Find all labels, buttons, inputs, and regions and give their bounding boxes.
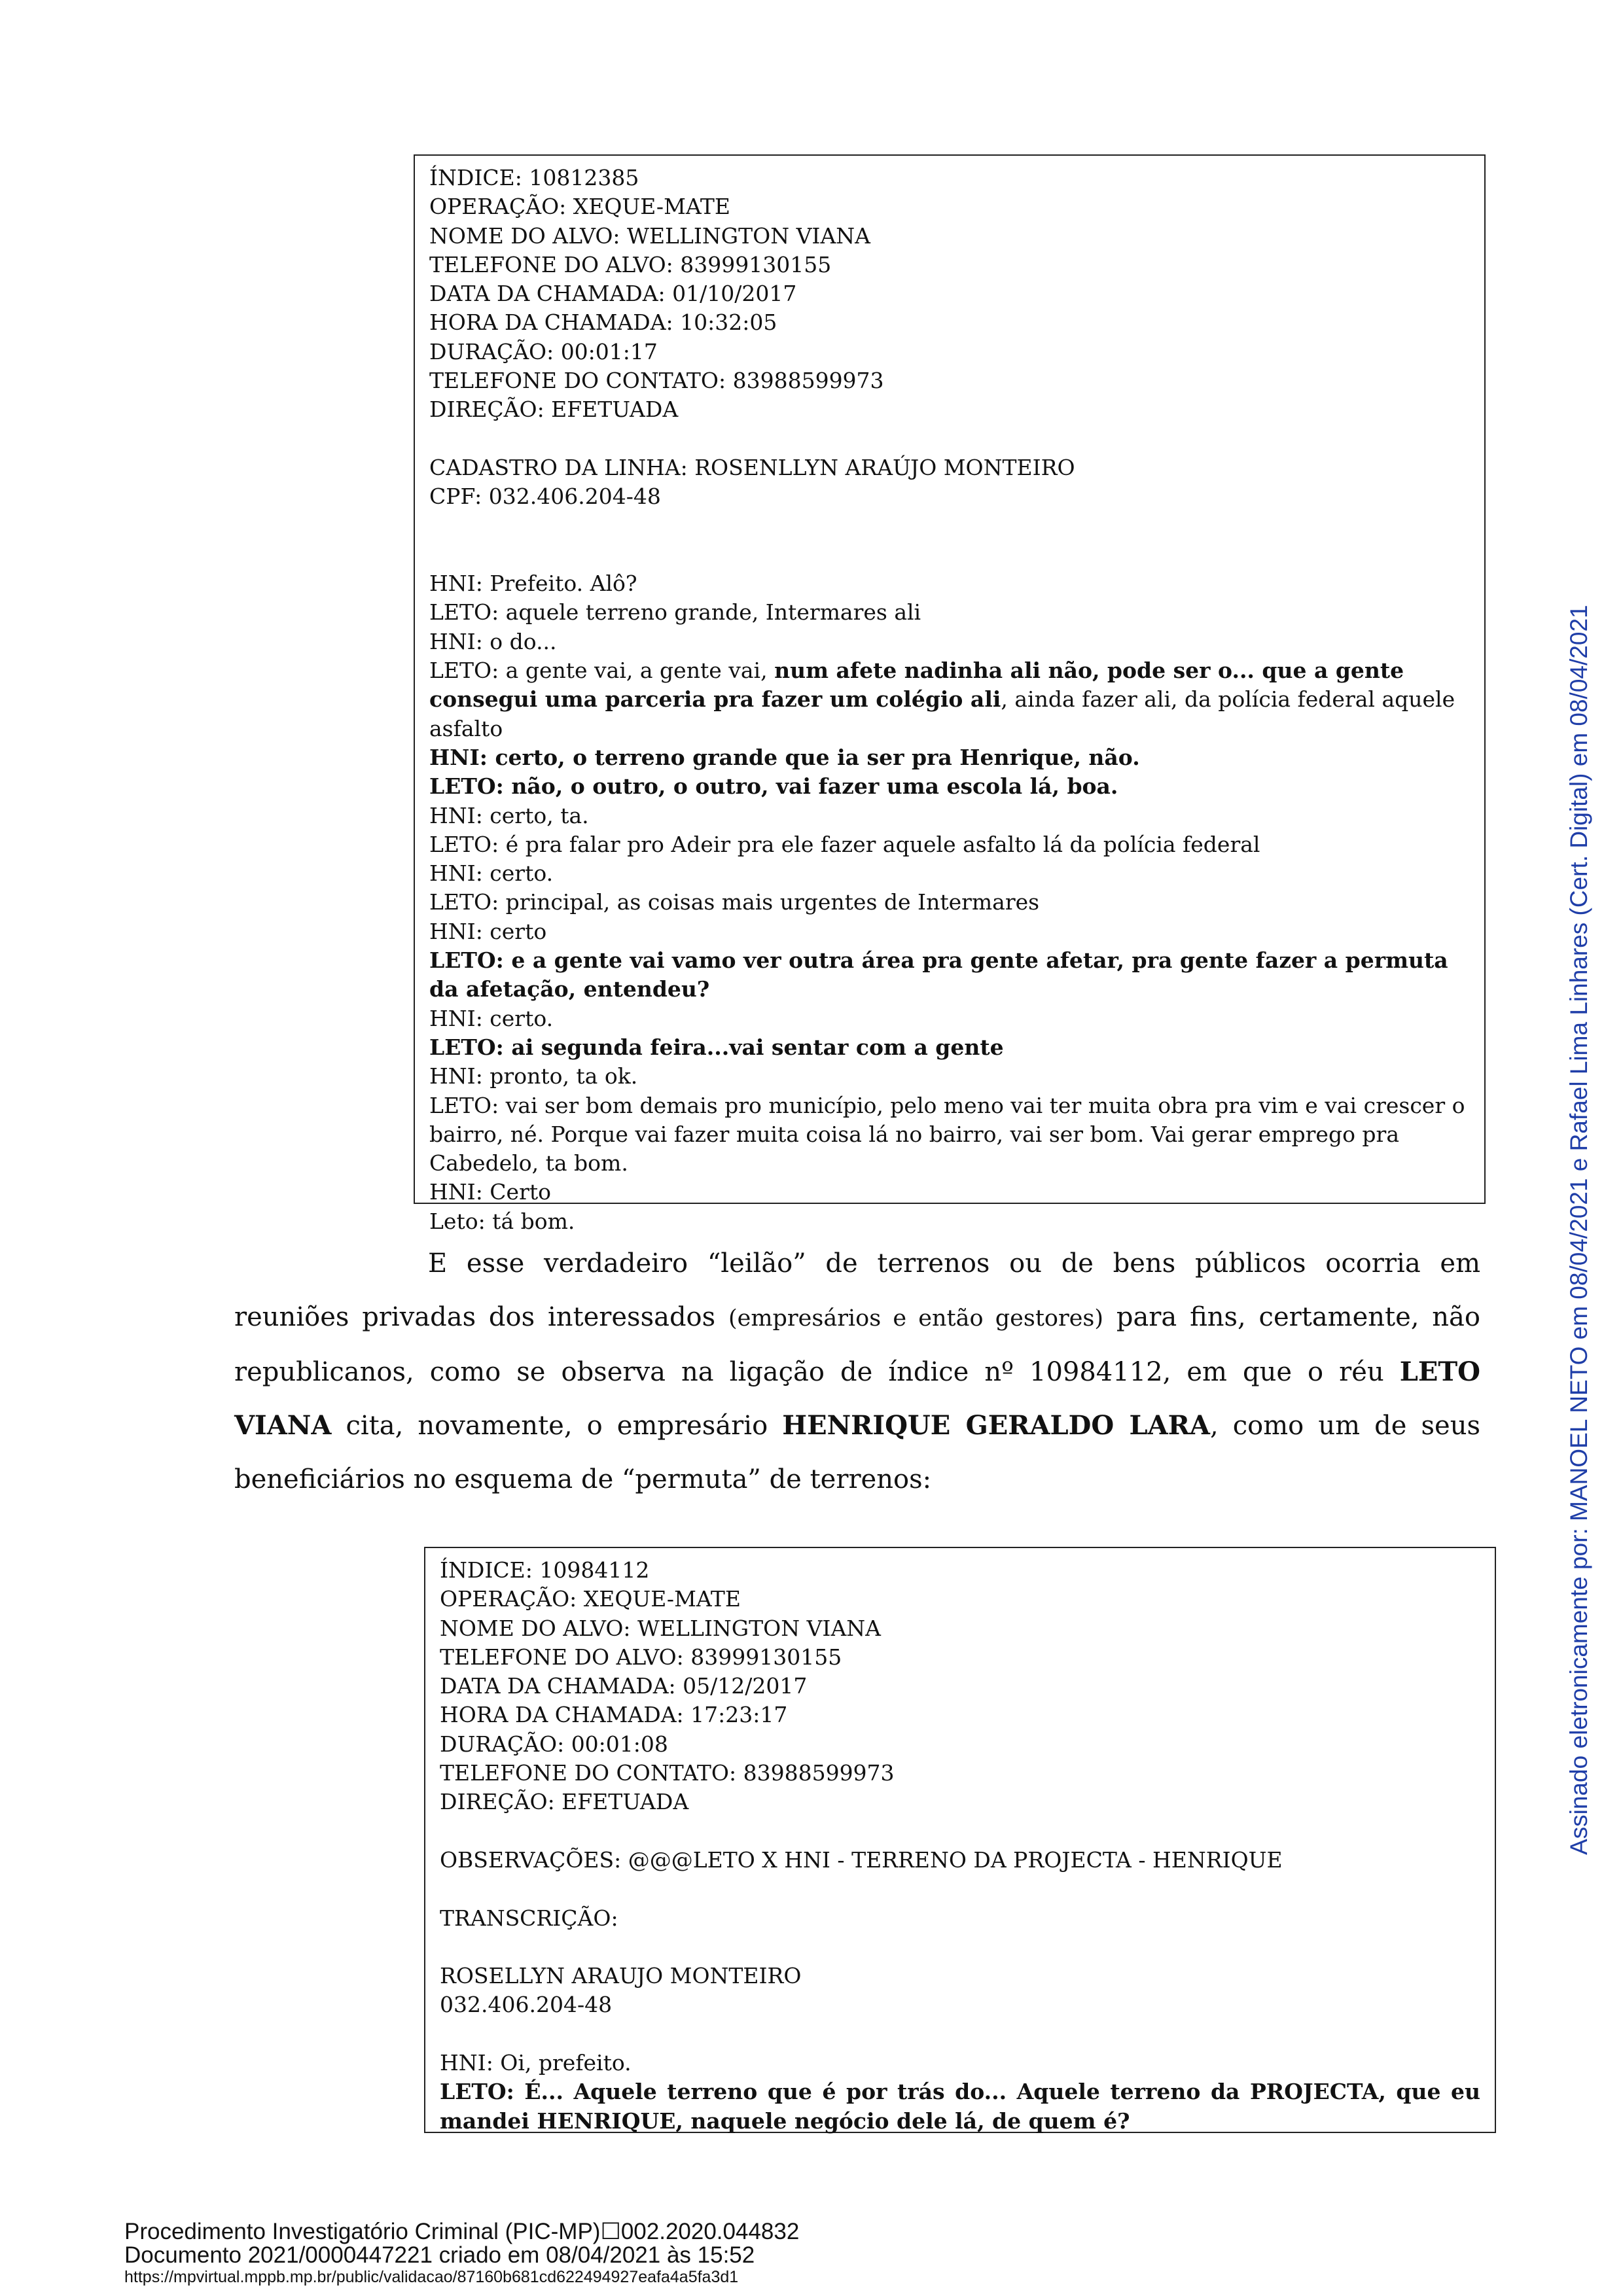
dialogue-line [429,656,1470,743]
paragraph-text: E esse verdadeiro “leilão” de terrenos ou de bens públicos ocorria em reuniões privadas dos interessados [234,1248,1480,1332]
footer-document: Documento 2021/0000447221 criado em 08/04/2021 às 15:52 [124,2242,755,2268]
header-line: TELEFONE DO ALVO: 83999130155 [440,1644,842,1670]
dialogue-line: HNI: certo. [429,1005,554,1031]
digital-signature-note: Assinado eletronicamente por: MANOEL NETO em 08/04/2021 e Rafael Lima Linhares (Cert. Digital) em 08/04/2021 [1565,605,1592,1855]
dialogue-line: HNI: certo, o terreno grande que ia ser pra Henrique, não. [429,744,1140,770]
header-line: DURAÇÃO: 00:01:17 [429,338,658,364]
dialogue-line: Leto: tá bom. [429,1208,575,1234]
dialogue-line: HNI: pronto, ta ok. [429,1063,638,1089]
dialogue-line: HNI: certo [429,918,547,944]
dialogue-line: HNI: Oi, prefeito. [440,2050,632,2076]
dialogue-line: LETO: não, o outro, o outro, vai fazer uma escola lá, boa. [429,773,1118,800]
dialogue-bold-text: num afete nadinha ali não, pode ser o... que a gente consegui uma parceria pra fazer um colégio ali [429,658,1404,713]
dialogue-line: HNI: o do... [429,628,557,654]
dialogue-line: LETO: é pra falar pro Adeir pra ele fazer aquele asfalto lá da polícia federal [429,831,1260,857]
observacoes-line: OBSERVAÇÕES: @@@LETO X HNI - TERRENO DA PROJECTA - HENRIQUE [440,1846,1283,1873]
dialogue-line: LETO: e a gente vai vamo ver outra área pra gente afetar, pra gente fazer a permuta da afetação, entendeu? [429,947,1448,1002]
header-line: OPERAÇÃO: XEQUE-MATE [440,1586,741,1612]
footer-validation-link[interactable]: https://mpvirtual.mppb.mp.br/public/validacao/87160b681cd622494927eafa4a5fa3d1 [124,2268,739,2286]
paragraph-bold-name: LETO VIANA [234,1356,1480,1441]
body-paragraph [234,1237,1480,1506]
paragraph-text-small: (empresários e então gestores) [728,1305,1104,1332]
dialogue-line: HNI: certo. [429,860,554,887]
transcricao-label: TRANSCRIÇÃO: [440,1905,618,1931]
header-line: DATA DA CHAMADA: 05/12/2017 [440,1673,808,1699]
dialogue-line: LETO: principal, as coisas mais urgentes de Intermares [429,889,1040,915]
header-line: HORA DA CHAMADA: 10:32:05 [429,309,777,336]
header-line: DURAÇÃO: 00:01:08 [440,1731,668,1757]
cpf-line: CPF: 032.406.204-48 [429,484,661,510]
footer-procedure: Procedimento Investigatório Criminal (PIC-MP)☐002.2020.044832 [124,2219,800,2244]
dialogue-line: LETO: aquele terreno grande, Intermares ali [429,599,921,626]
dialogue-line: HNI: Certo [429,1179,551,1205]
paragraph-text: para fins, certamente, não republicanos, como se observa na ligação de índice nº 10984112, em que o réu [234,1302,1480,1387]
header-line: DIREÇÃO: EFETUADA [429,397,679,423]
transcript-box-2 [424,1547,1496,2133]
header-line: OPERAÇÃO: XEQUE-MATE [429,194,730,220]
paragraph-bold-name: HENRIQUE GERALDO LARA [782,1410,1210,1441]
header-line: ÍNDICE: 10984112 [440,1557,650,1583]
cadastro-line: CADASTRO DA LINHA: ROSENLLYN ARAÚJO MONTEIRO [429,454,1075,480]
document-footer [124,2220,799,2287]
header-line: NOME DO ALVO: WELLINGTON VIANA [440,1615,881,1641]
dialogue-line: LETO: É... Aquele terreno que é por trás do... Aquele terreno da PROJECTA, que eu mandei HENRIQUE, naquele negócio dele lá, de quem é? [440,2079,1480,2134]
transcript-box-1 [414,154,1486,1234]
header-line: DIREÇÃO: EFETUADA [440,1789,689,1815]
dialogue-line: LETO: vai ser bom demais pro município, pelo meno vai ter muita obra pra vim e vai crescer o bairro, né. Porque vai fazer muita coisa lá no bairro, vai ser bom. Vai gerar emprego pra Cabedelo, ta bom. [429,1092,1465,1176]
header-line: HORA DA CHAMADA: 17:23:17 [440,1702,788,1728]
header-line: TELEFONE DO CONTATO: 83988599973 [429,368,884,394]
name-line: ROSELLYN ARAUJO MONTEIRO [440,1963,802,1989]
cpf-line: 032.406.204-48 [440,1992,613,2018]
paragraph-text: cita, novamente, o empresário [331,1411,783,1441]
dialogue-text: , ainda fazer ali, da polícia federal aquele asfalto [429,686,1455,741]
header-line: ÍNDICE: 10812385 [429,165,639,190]
header-line: TELEFONE DO CONTATO: 83988599973 [440,1760,895,1786]
dialogue-line: LETO: ai segunda feira...vai sentar com a gente [429,1034,1004,1060]
dialogue-line: HNI: certo, ta. [429,802,589,828]
header-line: NOME DO ALVO: WELLINGTON VIANA [429,222,870,249]
dialogue-text: LETO: a gente vai, a gente vai, [429,658,775,684]
paragraph-text: , como um de seus beneficiários no esquema de “permuta” de terrenos: [234,1411,1480,1494]
dialogue-line: HNI: Prefeito. Alô? [429,571,637,597]
header-line: TELEFONE DO ALVO: 83999130155 [429,251,832,277]
header-line: DATA DA CHAMADA: 01/10/2017 [429,281,797,307]
